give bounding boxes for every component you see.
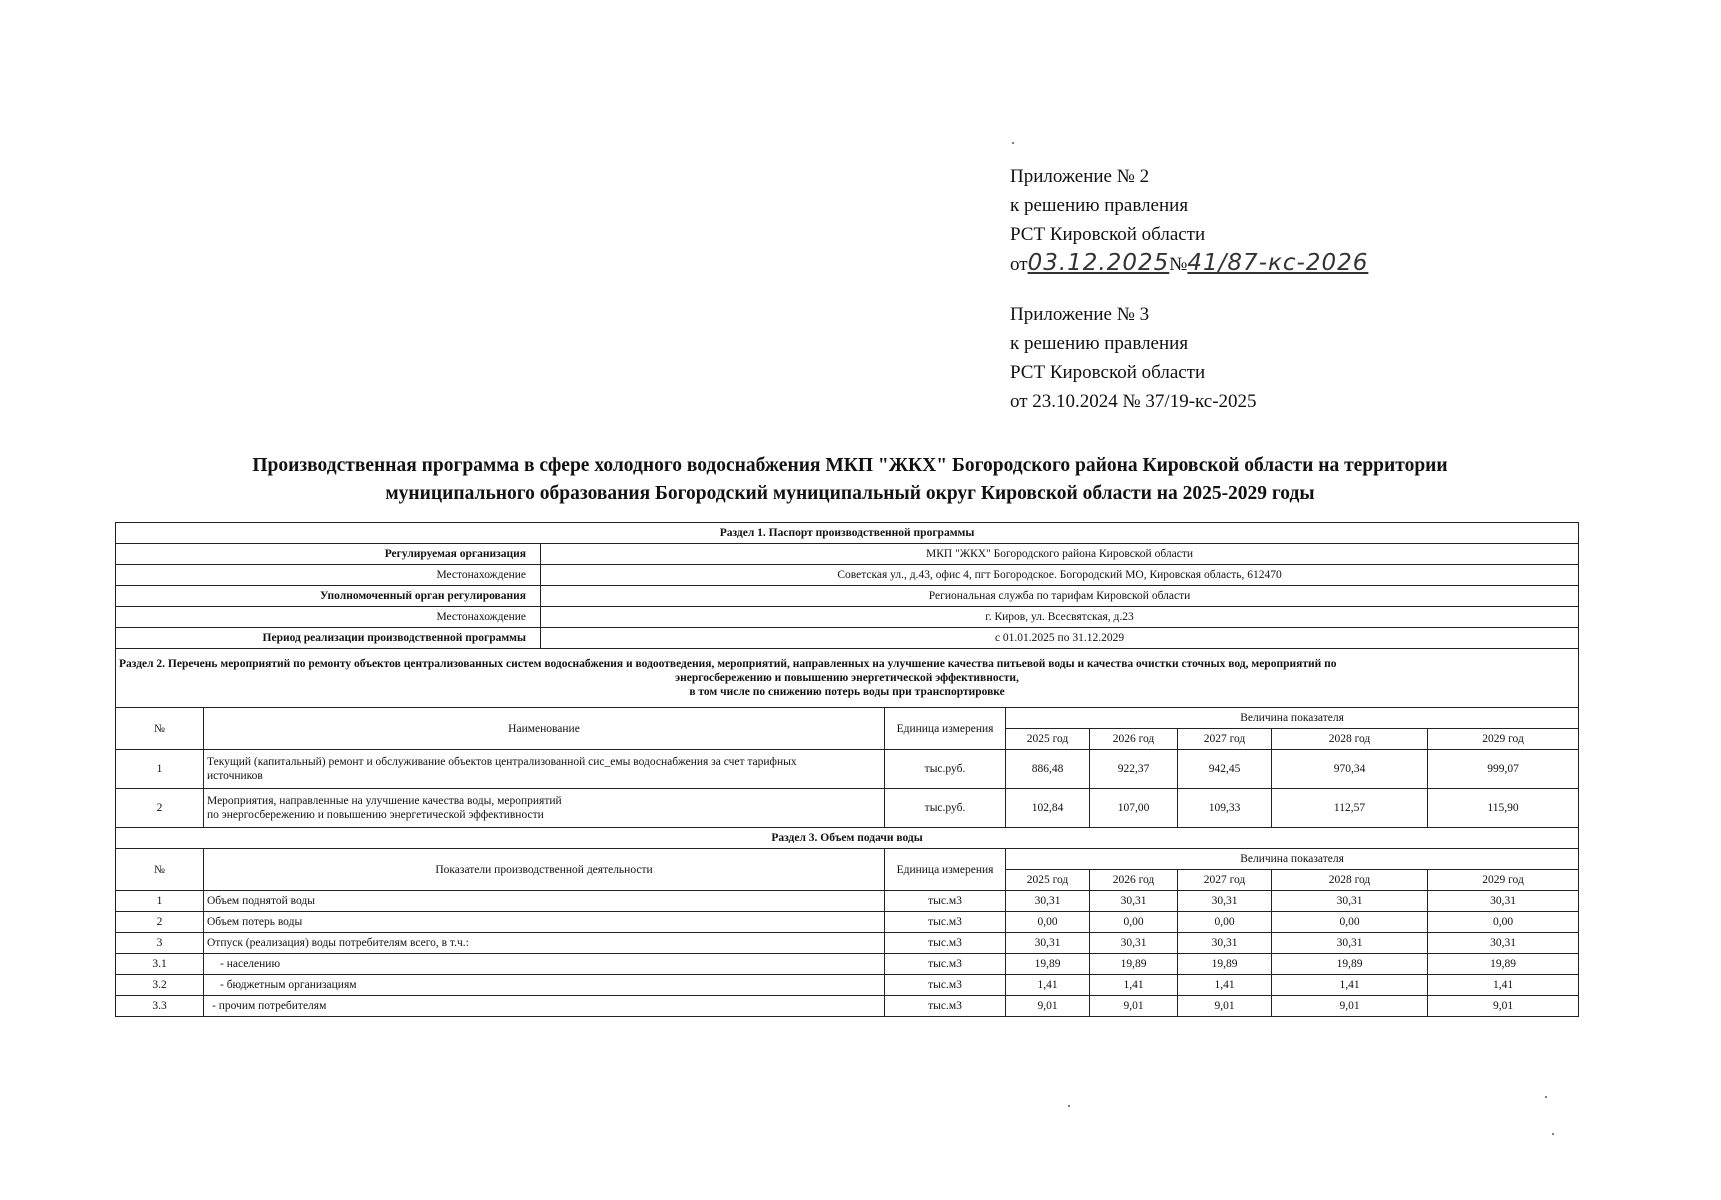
annex-3-block <box>1010 300 1257 416</box>
year-header: 2026 год <box>1090 729 1178 750</box>
row-value: 0,00 <box>1272 912 1428 933</box>
passport-label: Местонахождение <box>116 565 541 586</box>
section-2-heading-line-3: в том числе по снижению потерь воды при транспортировке <box>689 686 1005 698</box>
section-1-heading: Раздел 1. Паспорт производственной программы <box>116 523 1579 544</box>
row-value: 30,31 <box>1272 933 1428 954</box>
row-value: 0,00 <box>1178 912 1272 933</box>
scan-speck <box>1552 1133 1554 1135</box>
year-header: 2027 год <box>1178 729 1272 750</box>
document-title-line-2: муниципального образования Богородский муниципальный округ Кировской области на 2025-2029 годы <box>385 483 1315 504</box>
row-value: 9,01 <box>1006 996 1090 1017</box>
annex-2-from: от <box>1010 254 1028 275</box>
row-name-line-1: Мероприятия, направленные на улучшение качества воды, мероприятий <box>207 795 562 807</box>
row-value: 30,31 <box>1178 891 1272 912</box>
row-value: 102,84 <box>1006 789 1090 828</box>
row-unit: тыс.м3 <box>885 954 1006 975</box>
col-header-name: Наименование <box>204 708 885 750</box>
annex-2-title: Приложение № 2 <box>1010 166 1150 187</box>
section-2-heading-line-1: Раздел 2. Перечень мероприятий по ремонту объектов централизованных систем водоснабжения и водоотведения, мероприятий, направленных на улучшение качества питьевой воды и качества очистки сточных вод, мероприятий по <box>119 658 1337 670</box>
row-name: Отпуск (реализация) воды потребителям всего, в т.ч.: <box>204 933 885 954</box>
year-header: 2028 год <box>1272 870 1428 891</box>
row-unit: тыс.руб. <box>885 750 1006 789</box>
row-number: 3.1 <box>116 954 204 975</box>
table-row <box>116 975 1579 996</box>
row-value: 0,00 <box>1006 912 1090 933</box>
passport-value: Региональная служба по тарифам Кировской области <box>541 586 1579 607</box>
row-value: 19,89 <box>1006 954 1090 975</box>
passport-label: Период реализации производственной программы <box>116 628 541 649</box>
passport-label: Регулируемая организация <box>116 544 541 565</box>
row-name: - населению <box>204 954 885 975</box>
row-value: 30,31 <box>1090 933 1178 954</box>
row-number: 3.3 <box>116 996 204 1017</box>
table-row <box>116 912 1579 933</box>
row-value: 115,90 <box>1428 789 1579 828</box>
annex-2-decision: к решению правления <box>1010 195 1189 216</box>
col-header-unit: Единица измерения <box>885 849 1006 891</box>
year-header: 2025 год <box>1006 729 1090 750</box>
scan-speck <box>1012 142 1014 144</box>
year-header: 2027 год <box>1178 870 1272 891</box>
col-header-no: № <box>116 849 204 891</box>
row-value: 1,41 <box>1428 975 1579 996</box>
row-value: 30,31 <box>1006 933 1090 954</box>
annex-2-date-line <box>1010 249 1368 279</box>
annex-2-block <box>1010 162 1368 279</box>
row-value: 1,41 <box>1090 975 1178 996</box>
row-value: 9,01 <box>1272 996 1428 1017</box>
row-value: 0,00 <box>1090 912 1178 933</box>
passport-value: г. Киров, ул. Всесвятская, д.23 <box>541 607 1579 628</box>
year-header: 2026 год <box>1090 870 1178 891</box>
row-unit: тыс.м3 <box>885 975 1006 996</box>
section-3-heading: Раздел 3. Объем подачи воды <box>116 828 1579 849</box>
annex-3-authority: РСТ Кировской области <box>1010 362 1206 383</box>
row-name <box>204 789 885 828</box>
col-header-value: Величина показателя <box>1006 849 1579 870</box>
row-number: 2 <box>116 789 204 828</box>
row-value: 107,00 <box>1090 789 1178 828</box>
row-name: Объем потерь воды <box>204 912 885 933</box>
table-row <box>116 996 1579 1017</box>
col-header-no: № <box>116 708 204 750</box>
row-value: 9,01 <box>1178 996 1272 1017</box>
row-value: 30,31 <box>1272 891 1428 912</box>
row-number: 1 <box>116 891 204 912</box>
row-value: 0,00 <box>1428 912 1579 933</box>
row-number: 2 <box>116 912 204 933</box>
scan-speck <box>1068 1105 1070 1107</box>
row-value: 1,41 <box>1178 975 1272 996</box>
table-row <box>116 933 1579 954</box>
year-header: 2029 год <box>1428 729 1579 750</box>
row-value: 9,01 <box>1428 996 1579 1017</box>
passport-value: МКП "ЖКХ" Богородского района Кировской области <box>541 544 1579 565</box>
col-header-name: Показатели производственной деятельности <box>204 849 885 891</box>
row-name-line-2: по энергосбережению и повышению энергетической эффективности <box>207 809 544 821</box>
row-unit: тыс.м3 <box>885 996 1006 1017</box>
row-value: 970,34 <box>1272 750 1428 789</box>
row-name: - бюджетным организациям <box>204 975 885 996</box>
row-value: 1,41 <box>1006 975 1090 996</box>
section-2-heading <box>116 649 1579 708</box>
row-value: 19,89 <box>1178 954 1272 975</box>
year-header: 2028 год <box>1272 729 1428 750</box>
row-value: 942,45 <box>1178 750 1272 789</box>
table-row <box>116 750 1579 789</box>
annex-2-number-sign: № <box>1169 254 1188 275</box>
passport-value: Советская ул., д.43, офис 4, пгт Богородское. Богородский МО, Кировская область, 612470 <box>541 565 1579 586</box>
row-value: 112,57 <box>1272 789 1428 828</box>
annex-2-handwritten-date: 03.12.2025 <box>1027 250 1170 276</box>
row-unit: тыс.м3 <box>885 891 1006 912</box>
row-value: 9,01 <box>1090 996 1178 1017</box>
row-unit: тыс.м3 <box>885 933 1006 954</box>
row-value: 1,41 <box>1272 975 1428 996</box>
row-name: Текущий (капитальный) ремонт и обслуживание объектов централизованной сис_емы водоснабжения за счет тарифных источников <box>204 750 885 789</box>
row-number: 3.2 <box>116 975 204 996</box>
passport-label: Уполномоченный орган регулирования <box>116 586 541 607</box>
table-row <box>116 891 1579 912</box>
row-value: 999,07 <box>1428 750 1579 789</box>
row-number: 1 <box>116 750 204 789</box>
document-title-line-1: Производственная программа в сфере холодного водоснабжения МКП "ЖКХ" Богородского района Кировской области на территории <box>252 455 1448 476</box>
annex-2-handwritten-number: 41/87-кс-2026 <box>1187 250 1369 276</box>
annex-3-title: Приложение № 3 <box>1010 304 1150 325</box>
row-value: 886,48 <box>1006 750 1090 789</box>
row-value: 30,31 <box>1006 891 1090 912</box>
row-value: 30,31 <box>1090 891 1178 912</box>
year-header: 2025 год <box>1006 870 1090 891</box>
row-name: - прочим потребителям <box>204 996 885 1017</box>
col-header-value: Величина показателя <box>1006 708 1579 729</box>
scan-speck <box>1545 1096 1547 1098</box>
row-value: 30,31 <box>1178 933 1272 954</box>
col-header-unit: Единица измерения <box>885 708 1006 750</box>
row-value: 109,33 <box>1178 789 1272 828</box>
row-number: 3 <box>116 933 204 954</box>
annex-2-authority: РСТ Кировской области <box>1010 224 1206 245</box>
passport-value: с 01.01.2025 по 31.12.2029 <box>541 628 1579 649</box>
passport-label: Местонахождение <box>116 607 541 628</box>
section-2-heading-line-2: энергосбережению и повышению энергетической эффективности, <box>675 672 1019 684</box>
row-value: 19,89 <box>1272 954 1428 975</box>
row-value: 30,31 <box>1428 933 1579 954</box>
row-value: 922,37 <box>1090 750 1178 789</box>
row-value: 19,89 <box>1428 954 1579 975</box>
document-title <box>120 452 1580 508</box>
year-header: 2029 год <box>1428 870 1579 891</box>
annex-3-decision: к решению правления <box>1010 333 1189 354</box>
row-unit: тыс.руб. <box>885 789 1006 828</box>
row-unit: тыс.м3 <box>885 912 1006 933</box>
row-value: 30,31 <box>1428 891 1579 912</box>
program-table <box>115 522 1579 1017</box>
table-row <box>116 954 1579 975</box>
row-name: Объем поднятой воды <box>204 891 885 912</box>
row-value: 19,89 <box>1090 954 1178 975</box>
annex-3-date-line: от 23.10.2024 № 37/19-кс-2025 <box>1010 391 1257 412</box>
table-row <box>116 789 1579 828</box>
